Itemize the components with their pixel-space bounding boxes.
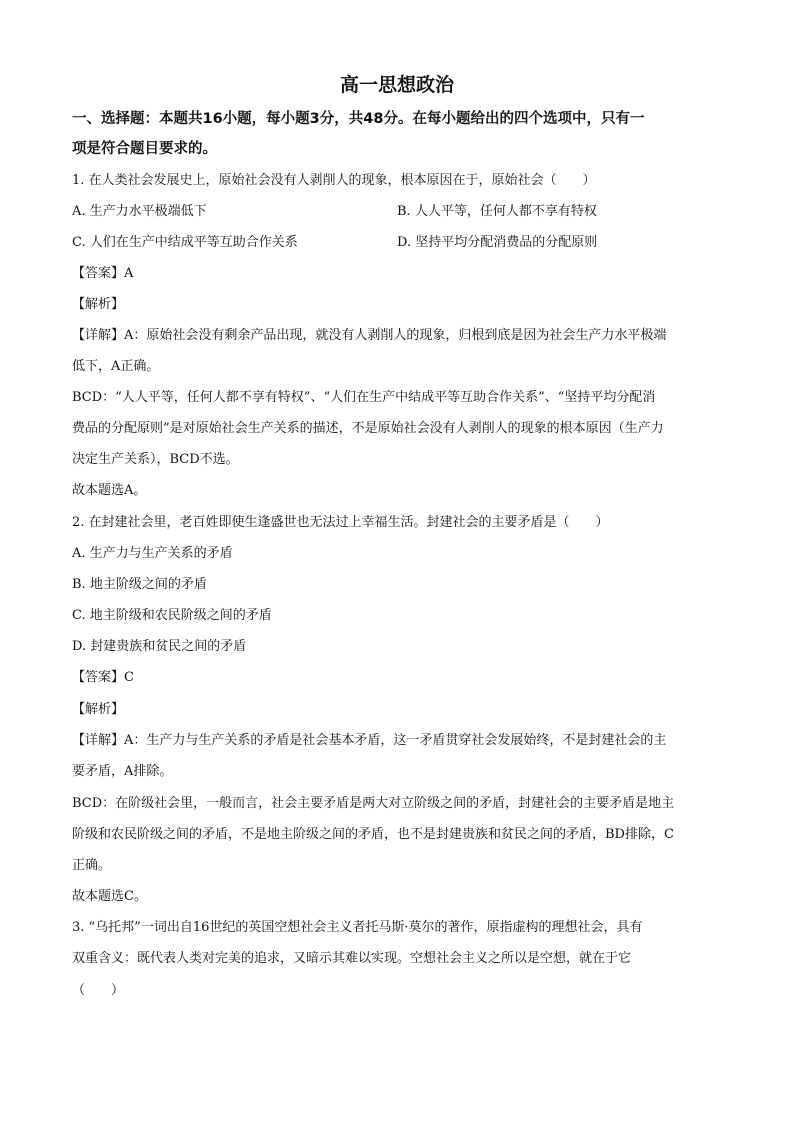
q1-stem: 1. 在人类社会发展史上，原始社会没有人剥削人的现象，根本原因在于，原始社会（ ） bbox=[72, 173, 596, 188]
q2-option-c: C. 地主阶级和农民阶级之间的矛盾 bbox=[72, 608, 272, 623]
q1-detail-line-1: 【详解】A：原始社会没有剩余产品出现，就没有人剥削人的现象，归根到底是因为社会生产力水平极端 bbox=[72, 328, 667, 343]
q2-detail-line-5: 正确。 bbox=[72, 858, 112, 873]
q2-detail-line-2: 要矛盾，A排除。 bbox=[72, 764, 173, 779]
q2-answer: 【答案】C bbox=[72, 670, 134, 685]
q1-detail-line-3: BCD：“人人平等，任何人都不享有特权”、“人们在生产中结成平等互助合作关系”、“坚持平均分配消 bbox=[72, 390, 656, 405]
q1-answer: 【答案】A bbox=[72, 266, 134, 281]
q1-option-a: A. 生产力水平极端低下 bbox=[72, 204, 207, 219]
q2-stem: 2. 在封建社会里，老百姓即使生逢盛世也无法过上幸福生活。封建社会的主要矛盾是（ ） bbox=[72, 515, 609, 530]
q2-detail-line-4: 阶级和农民阶级之间的矛盾，不是地主阶级之间的矛盾，也不是封建贵族和贫民之间的矛盾，BD排除，C bbox=[72, 827, 674, 842]
q2-conclusion: 故本题选C。 bbox=[72, 889, 147, 904]
q2-detail-line-3: BCD：在阶级社会里，一般而言，社会主要矛盾是两大对立阶级之间的矛盾，封建社会的主要矛盾是地主 bbox=[72, 796, 675, 811]
page-title: 高一思想政治 bbox=[339, 74, 454, 96]
q1-detail-line-5: 决定生产关系），BCD不选。 bbox=[72, 452, 239, 467]
q1-option-d: D. 坚持平均分配消费品的分配原则 bbox=[397, 235, 598, 250]
q3-stem-line-1: 3. “乌托邦”一词出自16世纪的英国空想社会主义者托马斯·莫尔的著作，原指虚构的理想社会，具有 bbox=[72, 920, 643, 935]
q2-option-d: D. 封建贵族和贫民之间的矛盾 bbox=[72, 639, 247, 654]
q1-analysis-label: 【解析】 bbox=[72, 297, 125, 312]
q1-conclusion: 故本题选A。 bbox=[72, 483, 147, 498]
q3-stem-line-3: （ ） bbox=[72, 983, 125, 998]
q3-stem-line-2: 双重含义：既代表人类对完美的追求，又暗示其难以实现。空想社会主义之所以是空想，就在于它 bbox=[72, 951, 632, 966]
q1-option-c: C. 人们在生产中结成平等互助合作关系 bbox=[72, 235, 298, 250]
q2-option-b: B. 地主阶级之间的矛盾 bbox=[72, 577, 207, 592]
q1-option-b: B. 人人平等，任何人都不享有特权 bbox=[397, 204, 597, 219]
q2-option-a: A. 生产力与生产关系的矛盾 bbox=[72, 546, 233, 561]
section-heading-line-2: 项是符合题目要求的。 bbox=[72, 141, 217, 157]
q2-analysis-label: 【解析】 bbox=[72, 702, 125, 717]
section-heading-line-1: 一、选择题：本题共16小题，每小题3分，共48分。在每小题给出的四个选项中，只有一 bbox=[72, 111, 645, 127]
q1-detail-line-4: 费品的分配原则”是对原始社会生产关系的描述，不是原始社会没有人剥削人的现象的根本原因（生产力 bbox=[72, 421, 664, 436]
q2-detail-line-1: 【详解】A：生产力与生产关系的矛盾是社会基本矛盾，这一矛盾贯穿社会发展始终，不是封建社会的主 bbox=[72, 733, 667, 748]
q1-detail-line-2: 低下，A正确。 bbox=[72, 359, 160, 374]
